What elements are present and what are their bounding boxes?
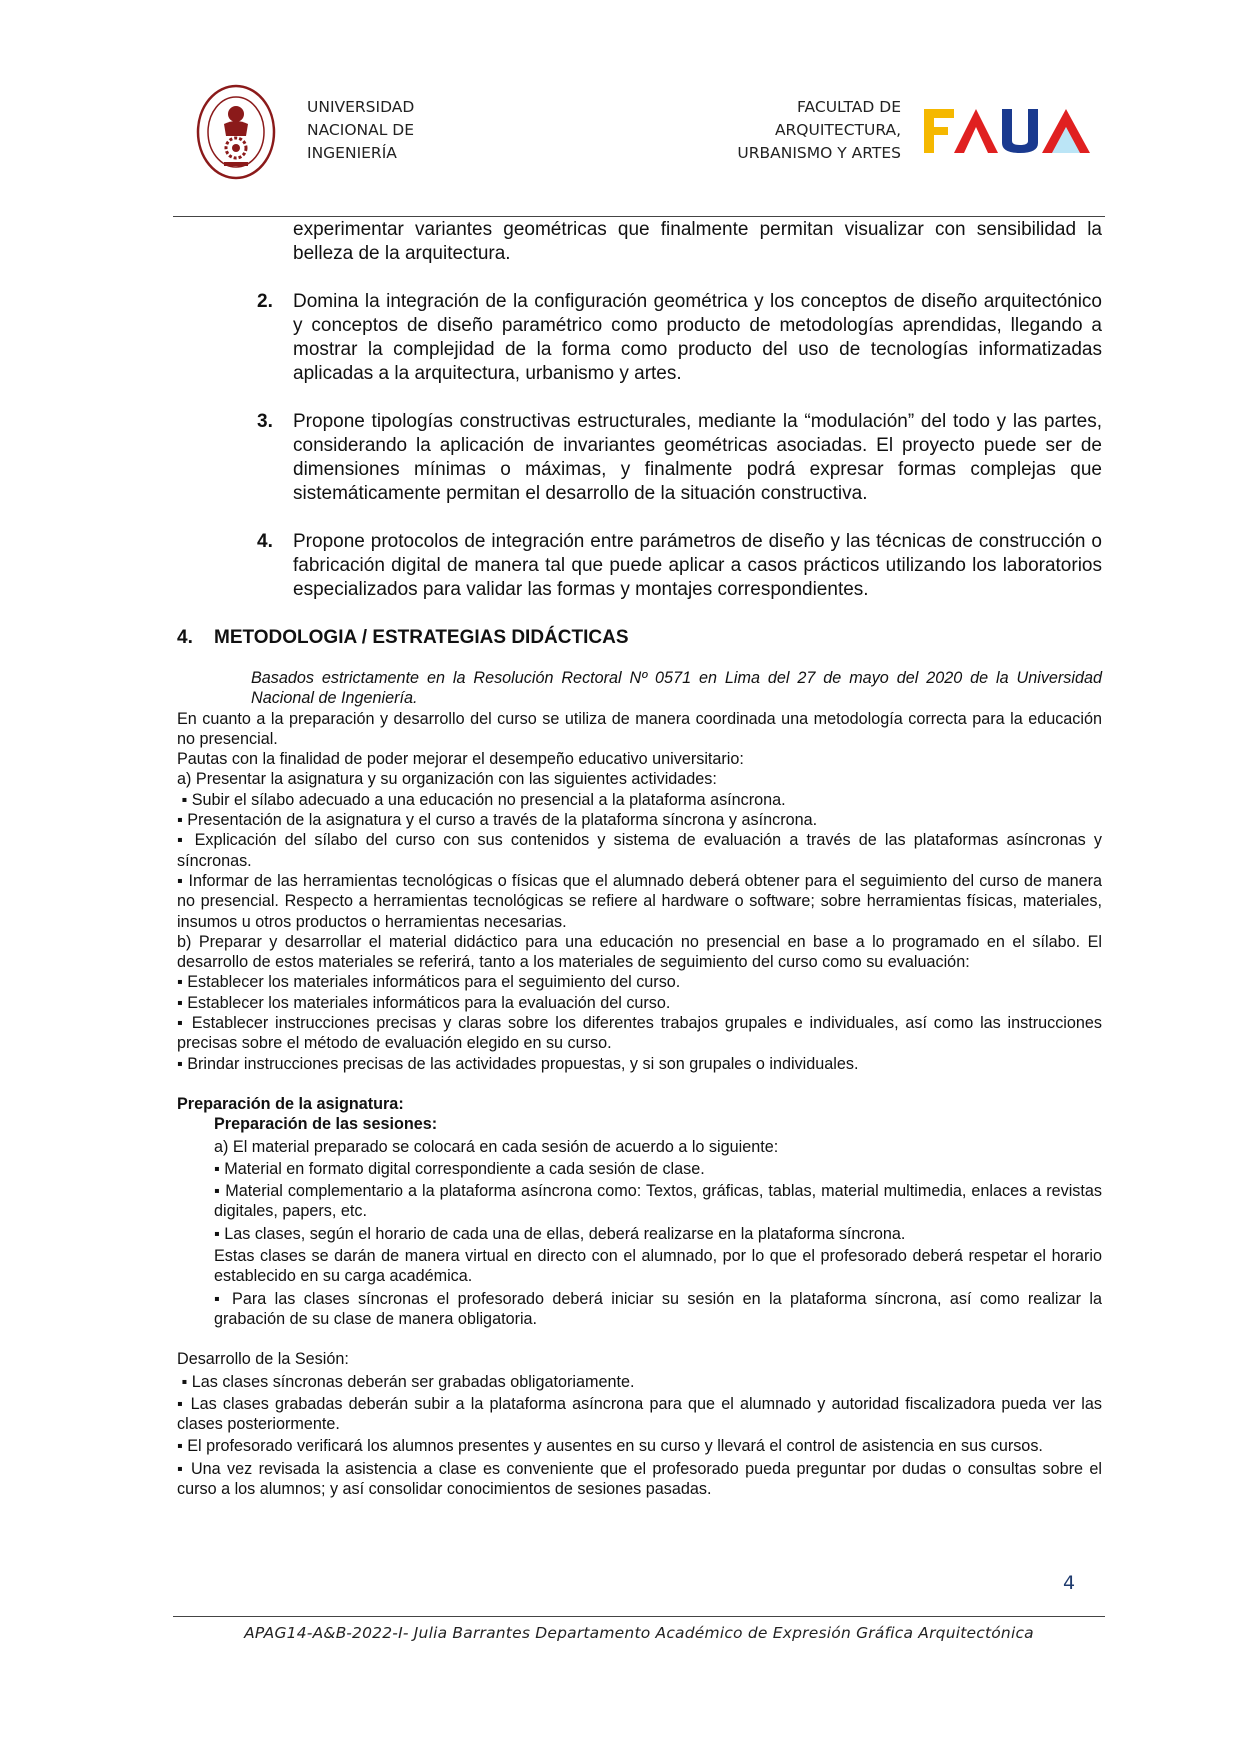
- page-number: 4: [1063, 1572, 1076, 1594]
- header-divider: [173, 216, 1105, 217]
- session-development-heading: Desarrollo de la Sesión:: [177, 1350, 349, 1369]
- competency-item: 4. Propone protocolos de integración entre parámetros de diseño y las técnicas de construcción o fabricación digital de manera tal que puede aplicar a casos prácticos utilizando los laboratorios especializados para validar las formas y montajes correspondientes.: [257, 531, 1102, 600]
- prep-sessions: Preparación de las sesiones: a) El material preparado se colocará en cada sesión de acuerdo a lo siguiente: ▪ Material en formato digital correspondiente a cada sesión de clase. ▪ Material complementario a la plataforma asíncrona como: Textos, gráficas, tablas, material multimedia, enlaces a revistas digitales, papers, etc. ▪ Las clases, según el horario de cada una de ellas, deberá realizarse en la plataforma síncrona. Estas clases se darán de manera virtual en directo con el alumnado, por lo que el profesorado deberá respetar el horario establecido en su carga académica. ▪ Para las clases síncronas el profesorado deberá iniciar su sesión en la plataforma síncrona, así como realizar la grabación de su clase de manera obligatoria.: [214, 1115, 1102, 1328]
- prep-subject-heading: Preparación de la asignatura:: [177, 1094, 404, 1113]
- prep-sessions-heading: Preparación de las sesiones:: [214, 1115, 438, 1134]
- section-basis: Basados estrictamente en la Resolución Rectoral Nº 0571 en Lima del 27 de mayo del 2020 de la Universidad Nacional de Ingeniería.: [251, 669, 1102, 708]
- competency-item: 2. Domina la integración de la configuración geométrica y los conceptos de diseño arquitectónico y conceptos de diseño paramétrico como producto de metodologías aprendidas, llegando a mostrar la complejidad de la forma como producto del uso de tecnologías informatizadas aplicadas a la arquitectura, urbanismo y artes.: [257, 291, 1102, 384]
- page-content: [177, 218, 1102, 1499]
- methodology-paragraphs: En cuanto a la preparación y desarrollo del curso se utiliza de manera coordinada una metodología correcta para la educación no presencial. Pautas con la finalidad de poder mejorar el desempeño educativo universitario: a) Presentar la asignatura y su organización con las siguientes actividades: ▪ Subir el sílabo adecuado a una educación no presencial a la plataforma asíncrona. ▪ Presentación de la asignatura y el curso a través de la plataforma síncrona y asíncrona. ▪ Explicación del sílabo del curso con sus contenidos y sistema de evaluación a través de las plataformas asíncronas y síncronas. ▪ Informar de las herramientas tecnológicas o físicas que el alumnado deberá obtener para el seguimiento del curso de manera no presencial. Respecto a herramientas tecnológicas se refiere al hardware o software; sobre herramientas físicas, materiales, insumos u otros productos o herramientas necesarias. b) Preparar y desarrollar el material didáctico para una educación no presencial en base a lo programado en el sílabo. El desarrollo de estos materiales se referirá, tanto a los materiales de seguimiento del curso como su evaluación: ▪ Establecer los materiales informáticos para el seguimiento del curso. ▪ Establecer los materiales informáticos para la evaluación del curso. ▪ Establecer instrucciones precisas y claras sobre los diferentes trabajos grupales e individuales, así como las instrucciones precisas sobre el método de evaluación elegido en su curso. ▪ Brindar instrucciones precisas de las actividades propuestas, y si son grupales o individuales.: [177, 709, 1102, 1073]
- footer-divider: [173, 1616, 1105, 1617]
- faua-logo-icon: [924, 109, 1094, 153]
- faculty-name: FACULTAD DE ARQUITECTURA, URBANISMO Y ARTES: [737, 98, 901, 162]
- university-name: UNIVERSIDAD NACIONAL DE INGENIERÍA: [307, 98, 415, 162]
- competency-continuation: experimentar variantes geométricas que finalmente permitan visualizar con sensibilidad la belleza de la arquitectura.: [293, 219, 1102, 264]
- university-seal-icon: [196, 84, 276, 180]
- competency-item: 3. Propone tipologías constructivas estructurales, mediante la “modulación” del todo y las partes, considerando la aplicación de invariantes geométricas asociadas. El proyecto puede ser de dimensiones mínimas o máximas, y finalmente podrá expresar formas complejas que sistemáticamente permitan el desarrollo de la situación constructiva.: [257, 411, 1102, 504]
- page-footer: APAG14-A&B-2022-I- Julia Barrantes Departamento Académico de Expresión Gráfica Arquitectónica: [244, 1624, 1034, 1642]
- section-heading: 4. METODOLOGIA / ESTRATEGIAS DIDÁCTICAS: [177, 627, 629, 648]
- session-development: Desarrollo de la Sesión: ▪ Las clases síncronas deberán ser grabadas obligatoriamente. ▪ Las clases grabadas deberán subir a la plataforma asíncrona para que el alumnado y autoridad fiscalizadora pueda ver las clases posteriormente. ▪ El profesorado verificará los alumnos presentes y ausentes en su curso y llevará el control de asistencia en sus cursos. ▪ Una vez revisada la asistencia a clase es conveniente que el profesorado pueda preguntar por dudas o consultas sobre el curso a los alumnos; y así consolidar conocimientos de sesiones pasadas.: [177, 1350, 1102, 1498]
